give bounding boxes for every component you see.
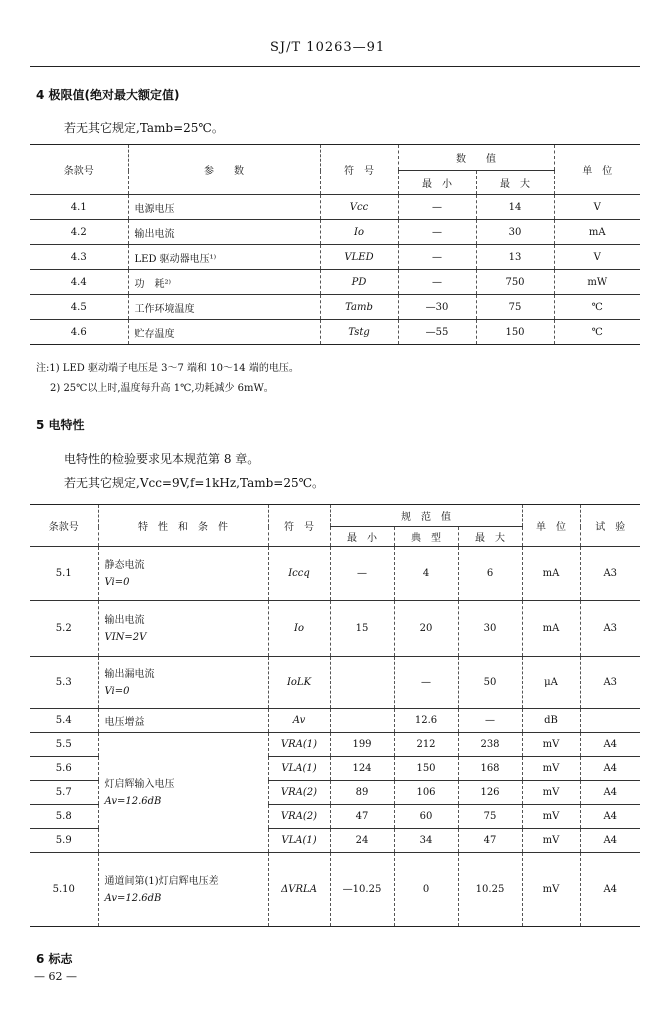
condition-text: 输出电流: [104, 614, 145, 626]
row-max: 50: [458, 657, 522, 709]
row-unit: V: [554, 245, 640, 270]
row-typ: 34: [394, 829, 458, 853]
row-unit: mV: [522, 781, 580, 805]
row-no: 4.3: [30, 245, 128, 270]
table-row: [30, 270, 640, 295]
row-min: 15: [330, 601, 394, 657]
row-unit: mV: [522, 805, 580, 829]
row-test: A4: [580, 757, 640, 781]
table-row: [30, 295, 640, 320]
row-symbol: VRA(2): [268, 805, 330, 829]
row-no: 4.6: [30, 320, 128, 345]
row-condition: [98, 601, 268, 657]
row-test: A4: [580, 781, 640, 805]
table-row: [30, 853, 640, 927]
row-min: —: [398, 220, 476, 245]
row-typ: 60: [394, 805, 458, 829]
row-test: A4: [580, 805, 640, 829]
col-range: 规 范 值: [330, 505, 522, 527]
row-typ: 20: [394, 601, 458, 657]
electrical-characteristics-table: [30, 504, 640, 927]
row-no: 4.4: [30, 270, 128, 295]
col-param: 参 数: [128, 145, 320, 195]
table-row: [30, 320, 640, 345]
row-symbol: VRA(1): [268, 733, 330, 757]
row-max: 10.25: [458, 853, 522, 927]
section6-heading: 6 标志: [36, 952, 73, 966]
col-no: 条款号: [30, 505, 98, 547]
table-row: [30, 733, 640, 757]
row-min: [330, 657, 394, 709]
row-param: 功 耗²⁾: [128, 270, 320, 295]
row-symbol: Tstg: [320, 320, 398, 345]
row-condition: 电压增益: [98, 709, 268, 733]
condition-text: 通道间第(1)灯启辉电压差: [104, 875, 219, 887]
col-value: 数 值: [398, 145, 554, 171]
row-symbol: Io: [268, 601, 330, 657]
section5-line1: 电特性的检验要求见本规范第 8 章。: [64, 452, 260, 466]
row-test: A3: [580, 601, 640, 657]
row-unit: dB: [522, 709, 580, 733]
row-symbol: Vcc: [320, 195, 398, 220]
row-max: 13: [476, 245, 554, 270]
row-param: 输出电流: [128, 220, 320, 245]
row-max: 238: [458, 733, 522, 757]
row-typ: —: [394, 657, 458, 709]
row-test: A4: [580, 853, 640, 927]
row-max: 75: [476, 295, 554, 320]
row-no: 5.10: [30, 853, 98, 927]
row-param: 工作环境温度: [128, 295, 320, 320]
row-max: 30: [458, 601, 522, 657]
row-test: [580, 709, 640, 733]
row-max: 750: [476, 270, 554, 295]
row-max: 168: [458, 757, 522, 781]
row-symbol: VRA(2): [268, 781, 330, 805]
col-min: 最 小: [398, 171, 476, 195]
row-unit: mV: [522, 829, 580, 853]
table-row: [30, 220, 640, 245]
section5-line2: 若无其它规定,Vcc=9V,f=1kHz,Tamb=25℃。: [64, 476, 325, 490]
row-typ: 0: [394, 853, 458, 927]
row-symbol: Iccq: [268, 547, 330, 601]
col-symbol: 符 号: [268, 505, 330, 547]
row-max: 150: [476, 320, 554, 345]
row-min: 124: [330, 757, 394, 781]
condition-text: 静态电流: [104, 559, 145, 571]
row-symbol: Av: [268, 709, 330, 733]
row-no: 5.6: [30, 757, 98, 781]
row-param: LED 驱动器电压¹⁾: [128, 245, 320, 270]
row-unit: ℃: [554, 320, 640, 345]
row-test: A4: [580, 733, 640, 757]
row-unit: V: [554, 195, 640, 220]
row-no: 5.3: [30, 657, 98, 709]
col-max: 最 大: [476, 171, 554, 195]
row-min: —: [398, 245, 476, 270]
table-row: [30, 245, 640, 270]
condition-sub: Vi=0: [104, 576, 130, 588]
row-min: 89: [330, 781, 394, 805]
section5-heading: 5 电特性: [36, 418, 85, 432]
row-min: —: [398, 270, 476, 295]
row-unit: μA: [522, 657, 580, 709]
row-test: A3: [580, 657, 640, 709]
table-row: [30, 195, 640, 220]
row-condition: [98, 657, 268, 709]
row-symbol: Tamb: [320, 295, 398, 320]
row-symbol: VLA(1): [268, 829, 330, 853]
row-typ: 150: [394, 757, 458, 781]
row-no: 5.2: [30, 601, 98, 657]
note-2: 2) 25℃以上时,温度每升高 1℃,功耗减少 6mW。: [50, 383, 274, 394]
col-typ: 典 型: [394, 527, 458, 547]
row-param: 贮存温度: [128, 320, 320, 345]
col-symbol: 符 号: [320, 145, 398, 195]
condition-sub: Av=12.6dB: [104, 892, 162, 904]
col-unit: 单 位: [554, 145, 640, 195]
condition-sub: Vi=0: [104, 685, 130, 697]
row-symbol: IoLK: [268, 657, 330, 709]
col-unit: 单 位: [522, 505, 580, 547]
row-test: A4: [580, 829, 640, 853]
row-symbol: ΔVRLA: [268, 853, 330, 927]
row-max: —: [458, 709, 522, 733]
row-no: 5.1: [30, 547, 98, 601]
row-min: 47: [330, 805, 394, 829]
header-rule: [30, 66, 640, 67]
row-test: A3: [580, 547, 640, 601]
page-number: — 62 —: [34, 970, 77, 983]
row-no: 5.8: [30, 805, 98, 829]
condition-text: 灯启辉输入电压: [104, 778, 175, 790]
row-min: [330, 709, 394, 733]
row-unit: mV: [522, 733, 580, 757]
row-min: 199: [330, 733, 394, 757]
section4-heading: 4 极限值(绝对最大额定值): [36, 88, 180, 102]
row-min: —: [398, 195, 476, 220]
row-typ: 212: [394, 733, 458, 757]
row-unit: ℃: [554, 295, 640, 320]
row-no: 4.2: [30, 220, 128, 245]
row-no: 5.4: [30, 709, 98, 733]
row-symbol: VLED: [320, 245, 398, 270]
row-no: 5.7: [30, 781, 98, 805]
limit-values-table: [30, 144, 640, 345]
note-1: 注:1) LED 驱动端子电压是 3～7 端和 10～14 端的电压。: [36, 363, 299, 374]
row-max: 47: [458, 829, 522, 853]
row-max: 30: [476, 220, 554, 245]
row-condition-group: [98, 733, 268, 853]
col-no: 条款号: [30, 145, 128, 195]
row-max: 14: [476, 195, 554, 220]
row-min: —10.25: [330, 853, 394, 927]
row-unit: mV: [522, 757, 580, 781]
row-no: 5.5: [30, 733, 98, 757]
row-max: 75: [458, 805, 522, 829]
table-row: [30, 547, 640, 601]
row-typ: 12.6: [394, 709, 458, 733]
section4-condition: 若无其它规定,Tamb=25℃。: [64, 121, 224, 135]
row-typ: 106: [394, 781, 458, 805]
table-row: [30, 709, 640, 733]
row-min: 24: [330, 829, 394, 853]
col-cond: 特 性 和 条 件: [98, 505, 268, 547]
row-symbol: VLA(1): [268, 757, 330, 781]
row-param: 电源电压: [128, 195, 320, 220]
table-row: [30, 657, 640, 709]
col-min: 最 小: [330, 527, 394, 547]
row-unit: mA: [554, 220, 640, 245]
row-condition: [98, 853, 268, 927]
condition-sub: VIN=2V: [104, 631, 147, 643]
document-code: SJ/T 10263—91: [270, 40, 386, 55]
row-max: 6: [458, 547, 522, 601]
row-condition: [98, 547, 268, 601]
row-symbol: PD: [320, 270, 398, 295]
row-typ: 4: [394, 547, 458, 601]
row-min: —55: [398, 320, 476, 345]
row-unit: mV: [522, 853, 580, 927]
row-min: —: [330, 547, 394, 601]
row-symbol: Io: [320, 220, 398, 245]
table-row: [30, 601, 640, 657]
row-no: 4.1: [30, 195, 128, 220]
row-unit: mA: [522, 547, 580, 601]
row-unit: mW: [554, 270, 640, 295]
row-max: 126: [458, 781, 522, 805]
row-min: —30: [398, 295, 476, 320]
row-unit: mA: [522, 601, 580, 657]
col-test: 试 验: [580, 505, 640, 547]
condition-text: 输出漏电流: [104, 668, 155, 680]
col-max: 最 大: [458, 527, 522, 547]
row-no: 4.5: [30, 295, 128, 320]
condition-sub: Av=12.6dB: [104, 795, 162, 807]
row-no: 5.9: [30, 829, 98, 853]
